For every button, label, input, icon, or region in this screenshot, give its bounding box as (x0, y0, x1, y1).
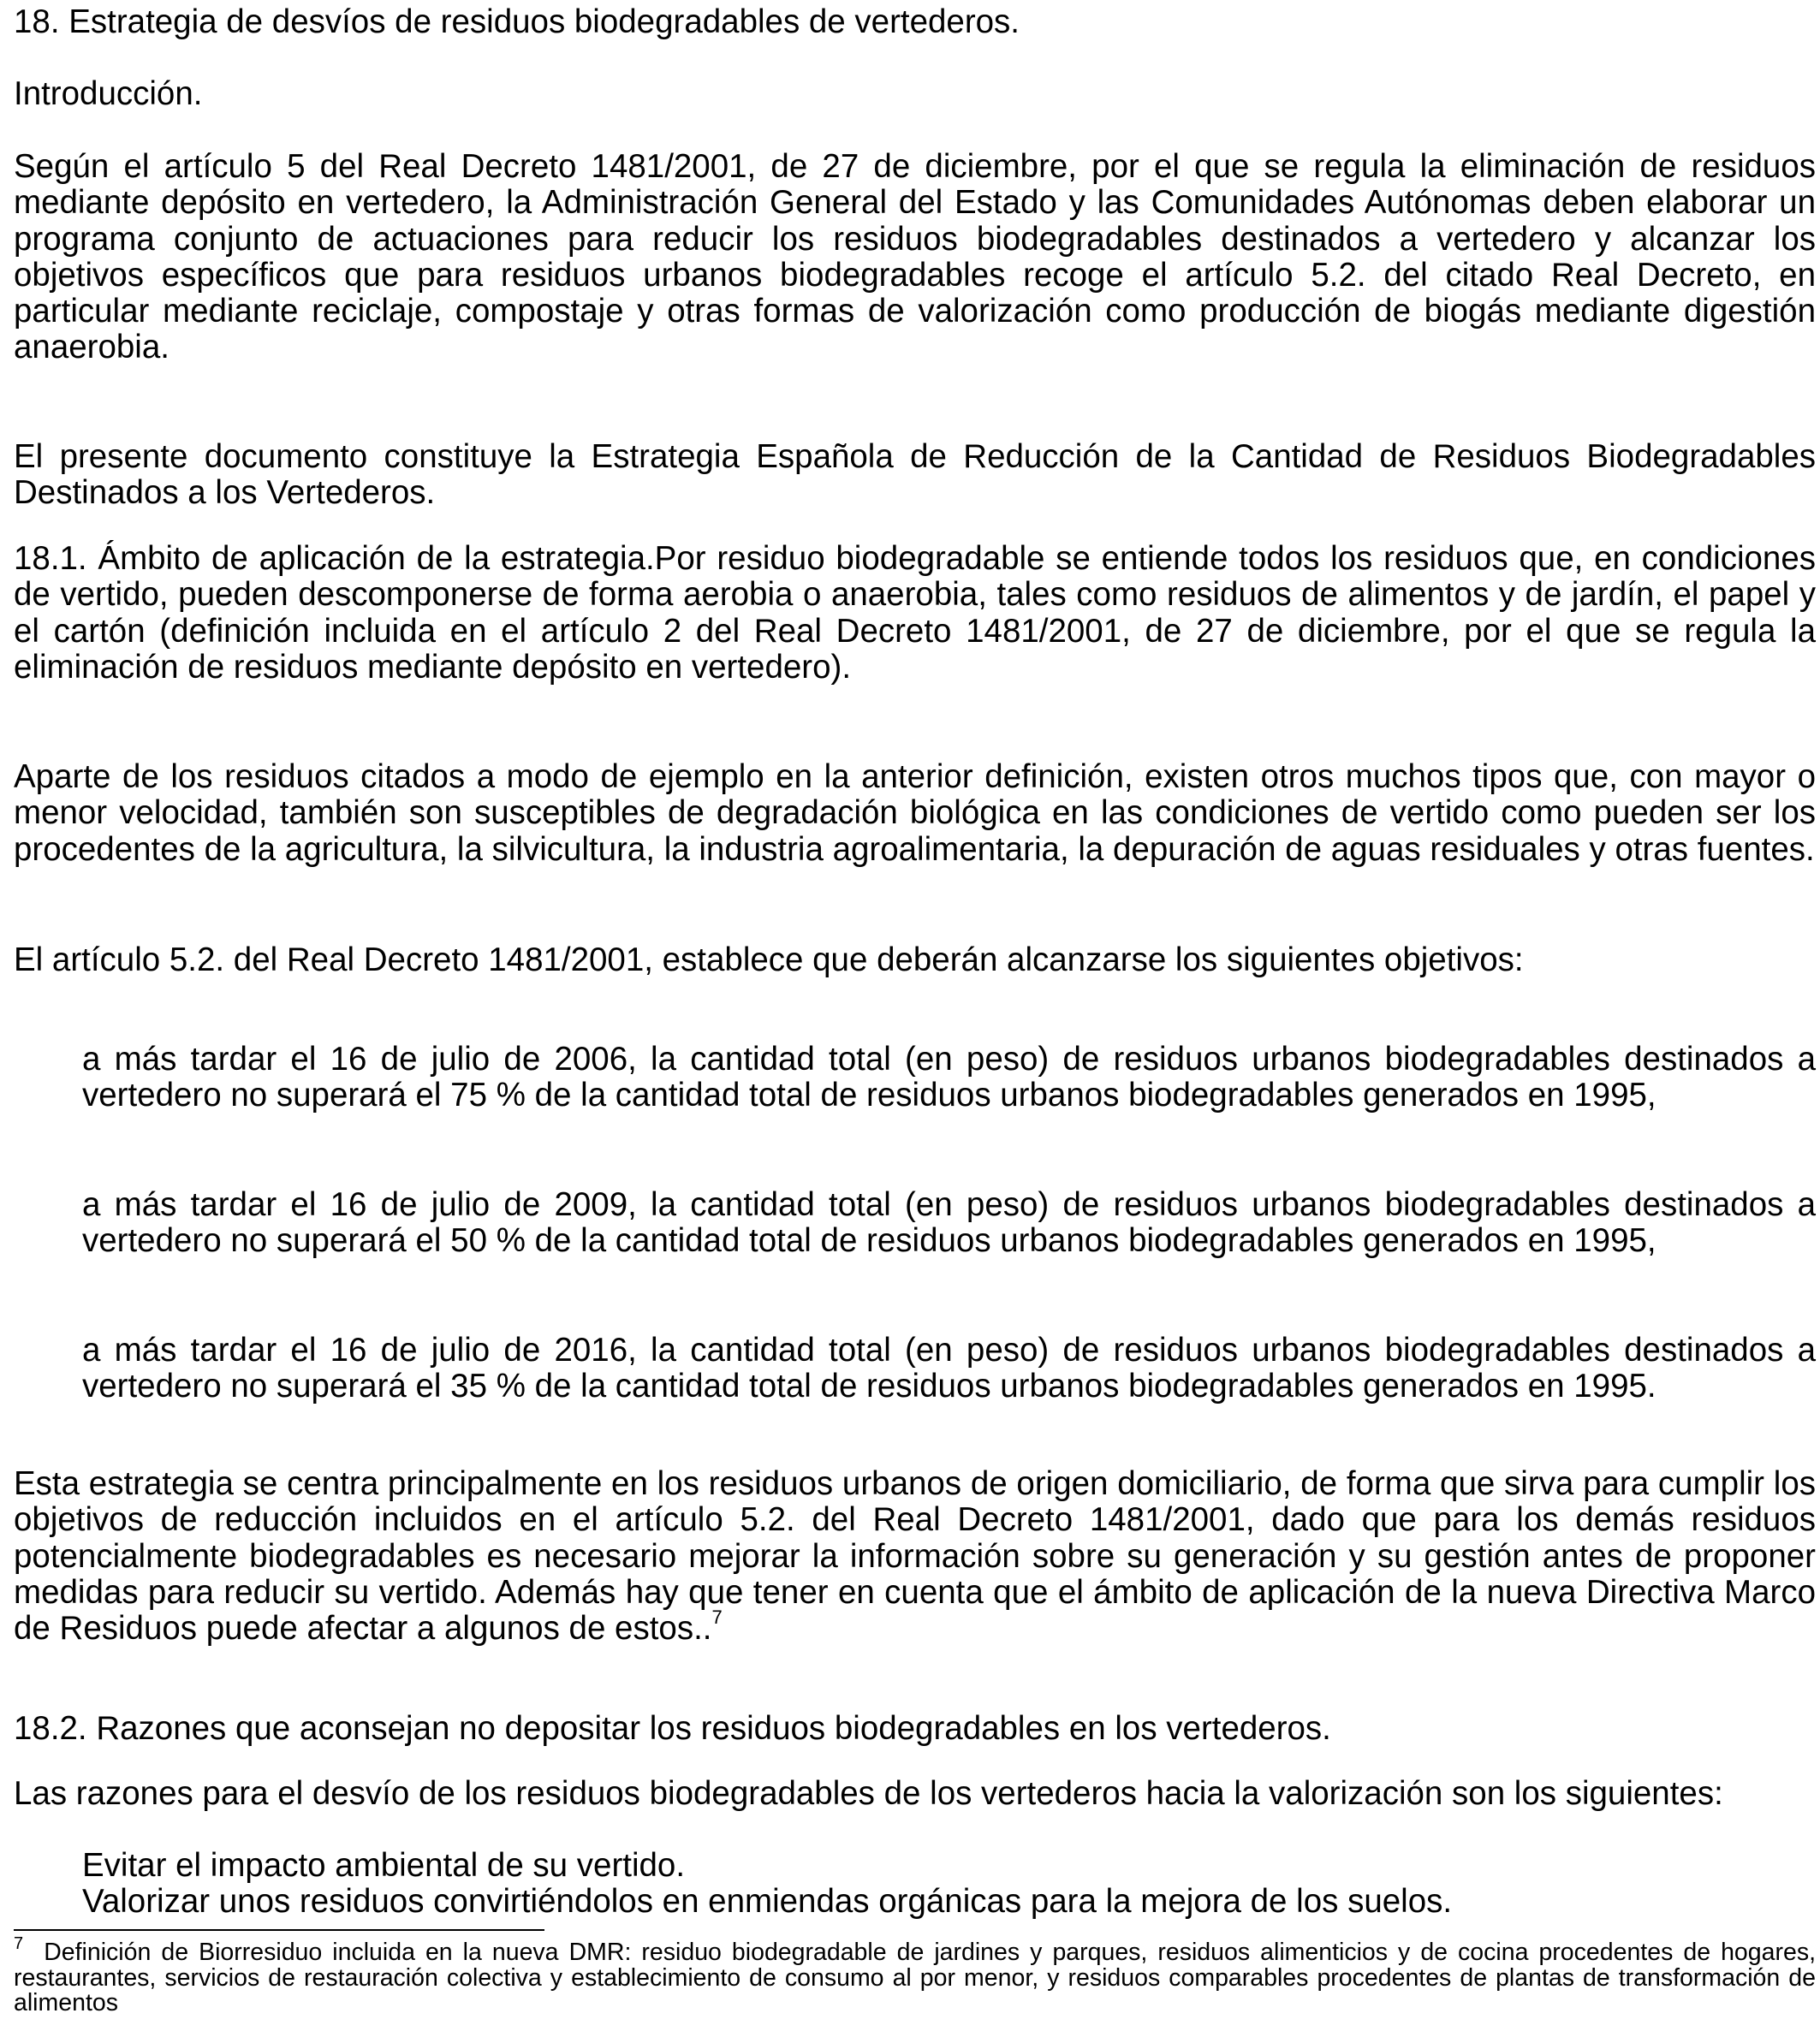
paragraph-strategy-focus-text: Esta estrategia se centra principalmente en los residuos urbanos de origen domiciliario, de forma que sirva para cumplir los objetivos de reducción incluidos en el artículo 5.2. del Real Decreto 1481/2001, dado que para los demás residuos potencialmente biodegradables es necesario mejorar la información sobre su generación y su gestión antes de proponer medidas para reducir su vertido. Además hay que tener en cuenta que el ámbito de aplicación de la nueva Directiva Marco de Residuos puede afectar a algunos de estos.. (14, 1465, 1816, 1648)
reason-item-valorization: Valorizar unos residuos convirtiéndolos en enmiendas orgánicas para la mejora de los suelos. (82, 1883, 1453, 1920)
objective-item-2016: a más tardar el 16 de julio de 2016, la cantidad total (en peso) de residuos urbanos biodegradables destinados a vertedero no superará el 35 % de la cantidad total de residuos urbanos biodegradables generados en 1995. (82, 1332, 1816, 1405)
section-18-2-heading: 18.2. Razones que aconsejan no depositar los residuos biodegradables en los vertederos. (14, 1710, 1331, 1747)
paragraph-strategy-focus (14, 1466, 1816, 1647)
section-heading: 18. Estrategia de desvíos de residuos biodegradables de vertederos. (14, 3, 1020, 40)
paragraph-legal-basis: Según el artículo 5 del Real Decreto 1481/2001, de 27 de diciembre, por el que se regula la eliminación de residuos mediante depósito en vertedero, la Administración General del Estado y las Comunidades Autónomas deben elaborar un programa conjunto de actuaciones para reducir los residuos biodegradables destinados a vertedero y alcanzar los objetivos específicos que para residuos urbanos biodegradables recoge el artículo 5.2. del citado Real Decreto, en particular mediante reciclaje, compostaje y otras formas de valorización como producción de biogás mediante digestión anaerobia. (14, 148, 1816, 366)
objective-item-2009: a más tardar el 16 de julio de 2009, la cantidad total (en peso) de residuos urbanos biodegradables destinados a vertedero no superará el 50 % de la cantidad total de residuos urbanos biodegradables generados en 1995, (82, 1186, 1816, 1260)
reason-item-environmental: Evitar el impacto ambiental de su vertido. (82, 1847, 686, 1884)
paragraph-objectives-intro: El artículo 5.2. del Real Decreto 1481/2001, establece que deberán alcanzarse los siguientes objetivos: (14, 941, 1524, 978)
paragraph-other-waste: Aparte de los residuos citados a modo de ejemplo en la anterior definición, existen otros muchos tipos que, con mayor o menor velocidad, también son susceptibles de degradación biológica en las condiciones de vertido como pueden ser los procedentes de la agricultura, la silvicultura, la industria agroalimentaria, la depuración de aguas residuales y otras fuentes. (14, 758, 1816, 868)
intro-heading: Introducción. (14, 75, 203, 112)
objective-item-2006: a más tardar el 16 de julio de 2006, la cantidad total (en peso) de residuos urbanos biodegradables destinados a vertedero no superará el 75 % de la cantidad total de residuos urbanos biodegradables generados en 1995, (82, 1041, 1816, 1114)
footnote-text: Definición de Biorresiduo incluida en la nueva DMR: residuo biodegradable de jardines y parques, residuos alimenticios y de cocina procedentes de hogares, restaurantes, servicios de restauración colectiva y establecimiento de consumo al por menor, y residuos comparables procedentes de plantas de transformación de alimentos (14, 1939, 1816, 2016)
footnote-number: 7 (14, 1934, 24, 1953)
paragraph-scope: 18.1. Ámbito de aplicación de la estrategia.Por residuo biodegradable se entiende todos los residuos que, en condiciones de vertido, pueden descomponerse de forma aerobia o anaerobia, tales como residuos de alimentos y de jardín, el papel y el cartón (definición incluida en el artículo 2 del Real Decreto 1481/2001, de 27 de diciembre, por el que se regula la eliminación de residuos mediante depósito en vertedero). (14, 540, 1816, 686)
footnote-divider (14, 1929, 544, 1931)
footnote (14, 1934, 1816, 2016)
footnote-reference: 7 (711, 1606, 723, 1629)
paragraph-strategy-statement: El presente documento constituye la Estrategia Española de Reducción de la Cantidad de Residuos Biodegradables Destinados a los Vertederos. (14, 438, 1816, 512)
paragraph-reasons-intro: Las razones para el desvío de los residuos biodegradables de los vertederos hacia la valorización son los siguientes: (14, 1775, 1723, 1812)
